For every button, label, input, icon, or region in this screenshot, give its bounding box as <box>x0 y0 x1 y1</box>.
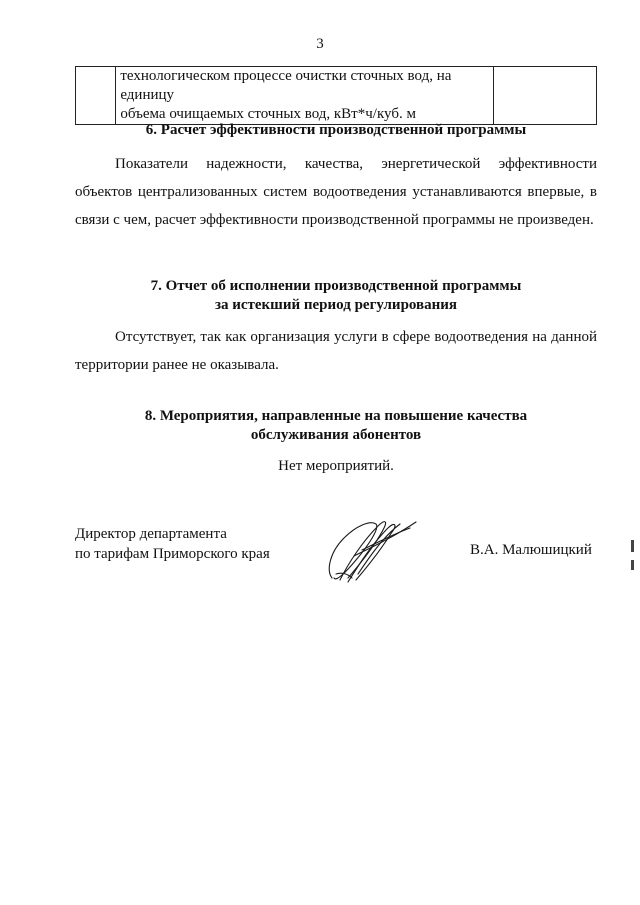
section6-paragraph: Показатели надежности, качества, энергетической эффективности объектов централизованных систем водоотведения устанавливаются впервые, в связи с чем, расчет эффективности производственной программы не произведен. <box>75 156 597 228</box>
table-cell-description-line1: технологическом процессе очистки сточных вод, на единицу <box>120 68 452 103</box>
table-cell-description <box>116 67 494 125</box>
section7-heading-line1: 7. Отчет об исполнении производственной программы <box>150 278 522 294</box>
signatory-position-line2: по тарифам Приморского края <box>75 546 270 562</box>
page-number: 3 <box>316 36 324 52</box>
signatory-name: В.А. Малюшицкий <box>470 542 592 558</box>
section8-heading-line1: 8. Мероприятия, направленные на повышение качества <box>144 408 528 424</box>
table-cell-description-line2: объема очищаемых сточных вод, кВт*ч/куб. м <box>120 106 416 122</box>
section7-heading-line2: за истекший период регулирования <box>214 297 458 313</box>
section7-heading <box>75 277 597 315</box>
table-cell-value <box>493 67 596 125</box>
scan-edge-mark <box>631 560 634 570</box>
section8-text: Нет мероприятий. <box>278 458 394 474</box>
scan-edge-mark <box>631 540 634 552</box>
signatory-position <box>75 524 270 564</box>
signatory-position-line1: Директор департамента <box>75 526 227 542</box>
section8-heading <box>75 407 597 445</box>
continued-table <box>75 66 597 125</box>
section6-heading: 6. Расчет эффективности производственной программы <box>145 122 527 138</box>
handwritten-signature-icon <box>318 512 418 588</box>
section8-heading-line2: обслуживания абонентов <box>250 427 422 443</box>
table-cell-number <box>76 67 116 125</box>
table-row <box>76 67 597 125</box>
section7-paragraph: Отсутствует, так как организация услуги в сфере водоотведения на данной территории ранее не оказывала. <box>75 329 597 373</box>
